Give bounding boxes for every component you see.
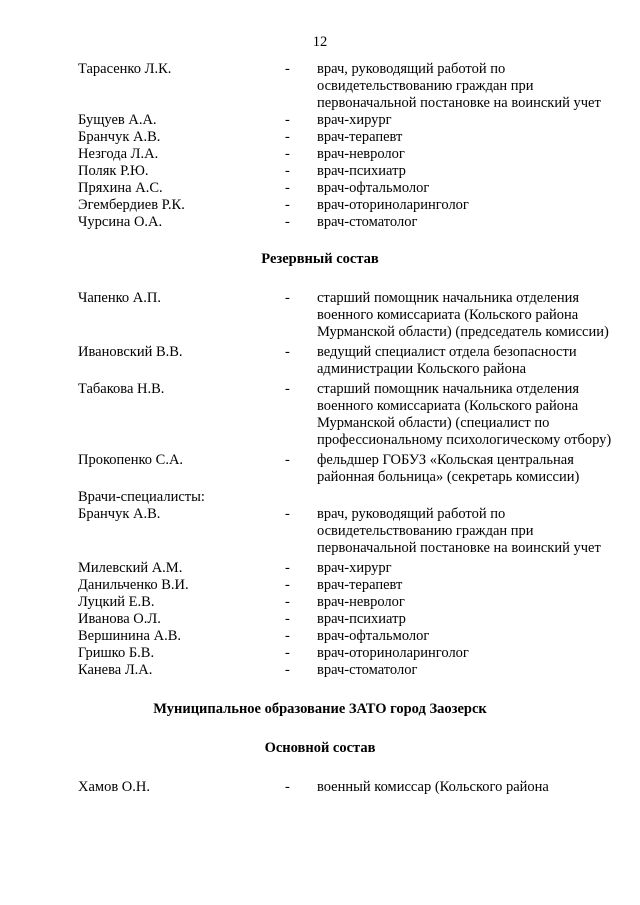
member-role: врач-хирург: [317, 560, 392, 576]
dash-separator: -: [285, 197, 290, 213]
member-row: [0, 628, 640, 645]
section-subheading-main: Основной состав: [264, 740, 376, 756]
dash-separator: -: [285, 381, 290, 397]
member-name: Хамов О.Н.: [78, 779, 150, 795]
member-role: фельдшер ГОБУЗ «Кольская центральная районная больница» (секретарь комиссии): [317, 452, 580, 485]
member-name: Гришко Б.В.: [78, 645, 155, 661]
member-name: Ивановский В.В.: [78, 344, 183, 360]
member-name: Данильченко В.И.: [78, 577, 189, 593]
member-role: врач, руководящий работой по освидетельствованию граждан при первоначальной постановке на воинский учет: [317, 506, 601, 556]
member-role: врач-оториноларинголог: [317, 197, 469, 213]
specialists-label: Врачи-специалисты:: [78, 489, 205, 505]
member-row: [0, 129, 640, 146]
dash-separator: -: [285, 779, 290, 795]
member-row: [0, 290, 640, 341]
member-role: врач-невролог: [317, 594, 405, 610]
member-name: Иванова О.Л.: [78, 611, 161, 627]
dash-separator: -: [285, 645, 290, 661]
dash-separator: -: [285, 163, 290, 179]
member-name: Луцкий Е.В.: [78, 594, 155, 610]
dash-separator: -: [285, 577, 290, 593]
member-row: [0, 180, 640, 197]
member-role: врач-невролог: [317, 146, 405, 162]
member-name: Канева Л.А.: [78, 662, 153, 678]
member-role: старший помощник начальника отделения военного комиссариата (Кольского района Мурманской области) (специалист по профессиональному психологическому отбору): [317, 381, 612, 448]
member-role: врач-хирург: [317, 112, 392, 128]
dash-separator: -: [285, 112, 290, 128]
member-name: Прокопенко С.А.: [78, 452, 184, 468]
section-municipality-list: [0, 779, 640, 796]
member-role: врач-офтальмолог: [317, 180, 430, 196]
member-row: [0, 594, 640, 611]
member-row: [0, 506, 640, 557]
member-row: [0, 146, 640, 163]
dash-separator: -: [285, 662, 290, 678]
member-row: [0, 452, 640, 486]
member-role: врач-стоматолог: [317, 662, 418, 678]
member-row: [0, 577, 640, 594]
member-role: старший помощник начальника отделения военного комиссариата (Кольского района Мурманской области) (председатель комиссии): [317, 290, 609, 340]
dash-separator: -: [285, 611, 290, 627]
member-role: врач-психиатр: [317, 163, 406, 179]
member-name: Бущуев А.А.: [78, 112, 157, 128]
dash-separator: -: [285, 180, 290, 196]
member-row: [0, 344, 640, 378]
member-row: [0, 645, 640, 662]
member-name: Чурсина О.А.: [78, 214, 163, 230]
dash-separator: -: [285, 452, 290, 468]
member-row: [0, 662, 640, 679]
member-name: Незгода Л.А.: [78, 146, 159, 162]
member-row: [0, 197, 640, 214]
dash-separator: -: [285, 344, 290, 360]
member-name: Бранчук А.В.: [78, 129, 161, 145]
member-row: [0, 61, 640, 112]
member-name: Вершинина А.В.: [78, 628, 182, 644]
member-name: Поляк Р.Ю.: [78, 163, 149, 179]
section-heading-reserve: Резервный состав: [261, 251, 379, 267]
section-heading-municipality: Муниципальное образование ЗАТО город Заозерск: [153, 701, 487, 717]
section-reserve-list: [0, 290, 640, 679]
member-name: Милевский А.М.: [78, 560, 183, 576]
dash-separator: -: [285, 560, 290, 576]
dash-separator: -: [285, 290, 290, 306]
member-name: Бранчук А.В.: [78, 506, 161, 522]
member-role: военный комиссар (Кольского района: [317, 779, 549, 795]
dash-separator: -: [285, 506, 290, 522]
dash-separator: -: [285, 214, 290, 230]
member-row: [0, 611, 640, 628]
member-role: врач-оториноларинголог: [317, 645, 469, 661]
section-main-list: [0, 61, 640, 231]
document-body: [0, 61, 640, 796]
member-role: врач, руководящий работой по освидетельствованию граждан при первоначальной постановке на воинский учет: [317, 61, 601, 111]
dash-separator: -: [285, 129, 290, 145]
dash-separator: -: [285, 594, 290, 610]
dash-separator: -: [285, 61, 290, 77]
member-name: Табакова Н.В.: [78, 381, 165, 397]
member-row: [0, 560, 640, 577]
member-role: врач-стоматолог: [317, 214, 418, 230]
member-row: [0, 112, 640, 129]
member-role: врач-офтальмолог: [317, 628, 430, 644]
member-name: Тарасенко Л.К.: [78, 61, 172, 77]
member-row: [0, 779, 640, 796]
member-row: [0, 163, 640, 180]
dash-separator: -: [285, 628, 290, 644]
member-row: [0, 381, 640, 449]
member-role: врач-терапевт: [317, 577, 403, 593]
member-row: [0, 214, 640, 231]
dash-separator: -: [285, 146, 290, 162]
member-role: врач-психиатр: [317, 611, 406, 627]
member-name: Эгембердиев Р.К.: [78, 197, 185, 213]
page-number: 12: [312, 34, 328, 50]
member-name: Чапенко А.П.: [78, 290, 161, 306]
member-role: ведущий специалист отдела безопасности администрации Кольского района: [317, 344, 577, 377]
member-role: врач-терапевт: [317, 129, 403, 145]
member-name: Пряхина А.С.: [78, 180, 163, 196]
